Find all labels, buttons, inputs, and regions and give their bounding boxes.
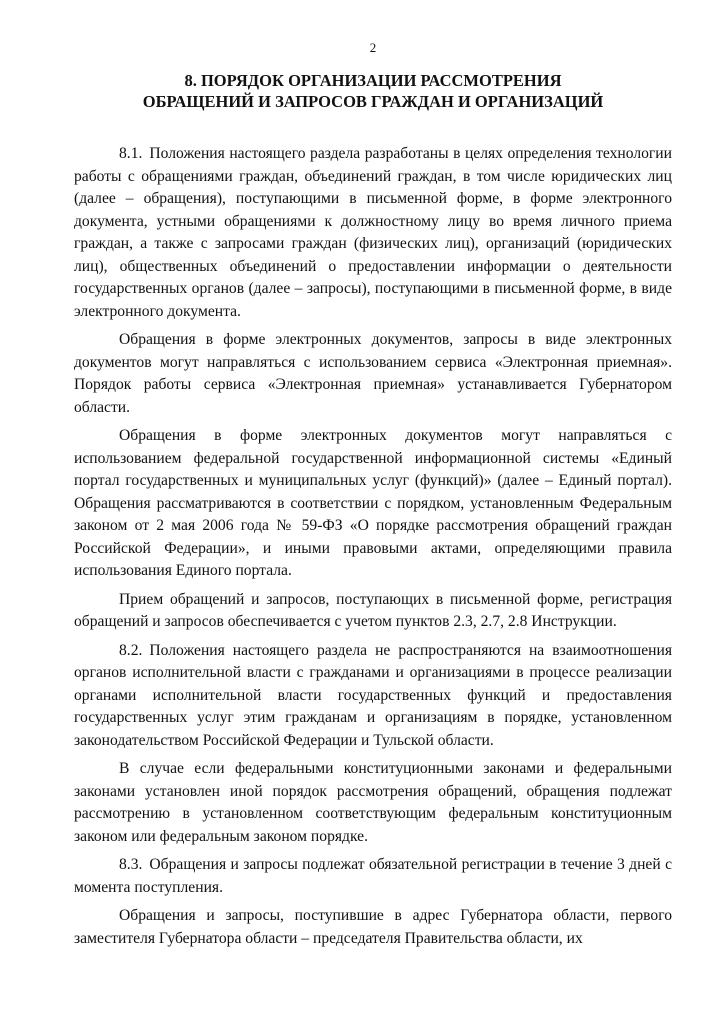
section-heading <box>74 70 672 112</box>
paragraph-text: Обращения и запросы, поступившие в адрес Губернатора области, первого заместителя Губернатора области – председателя Правительства области, их <box>74 907 672 947</box>
page-number: 2 <box>369 40 377 55</box>
paragraph-8-3 <box>74 854 672 899</box>
section-heading-line-2: ОБРАЩЕНИЙ И ЗАПРОСОВ ГРАЖДАН И ОРГАНИЗАЦИЙ <box>142 92 604 111</box>
paragraph-federal-laws <box>74 758 672 848</box>
paragraph-text: В случае если федеральными конституционными законами и федеральными законами установлен иной порядок рассмотрения обращений, обращения подлежат рассмотрению в установленном соответствующим федеральным конституционным законом или федеральным законом порядке. <box>74 760 672 845</box>
paragraph-8-1 <box>74 143 672 323</box>
paragraph-text: Прием обращений и запросов, поступающих в письменной форме, регистрация обращений и запросов обеспечивается с учетом пунктов 2.3, 2.7, 2.8 Инструкции. <box>74 590 672 630</box>
paragraph-text: Обращения в форме электронных документов, запросы в виде электронных документов могут направляться с использованием сервиса «Электронная приемная». Порядок работы сервиса «Электронная приемная» устанавливается Губернатором области. <box>74 331 672 416</box>
paragraph-text: Положения настоящего раздела не распространяются на взаимоотношения органов исполнительной власти с гражданами и организациями в процессе реализации органами исполнительной власти государственных функций и предоставления государственных услуг этим гражданам и организациям в порядке, установленном законодательством Российской Федерации и Тульской области. <box>74 641 672 749</box>
section-heading-line-1: 8. ПОРЯДОК ОРГАНИЗАЦИИ РАССМОТРЕНИЯ <box>184 71 562 90</box>
paragraph-governor-address <box>74 905 672 950</box>
paragraph-electronic-reception <box>74 329 672 419</box>
clause-number-8-1: 8.1. <box>119 145 143 162</box>
document-page <box>74 40 672 956</box>
paragraph-text: Обращения в форме электронных документов могут направляться с использованием федеральной государственной информационной системы «Единый портал государственных и муниципальных услуг (функций)» (далее – Единый портал). Обращения рассматриваются в соответствии с порядком, установленным Федеральным законом от 2 мая 2006 года № 59-ФЗ «О порядке рассмотрения обращений граждан Российской Федерации», и иными правовыми актами, определяющими правила использования Единого портала. <box>74 427 672 579</box>
paragraph-text: Обращения и запросы подлежат обязательной регистрации в течение 3 дней с момента поступления. <box>74 856 672 896</box>
paragraph-text: Положения настоящего раздела разработаны в целях определения технологии работы с обращениями граждан, объединений граждан, в том числе юридических лиц (далее – обращения), поступающими в письменной форме, в форме электронного документа, устными обращениями к должностному лицу во время личного приема граждан, а также с запросами граждан (физических лиц), организаций (юридических лиц), общественных объединений о предоставлении информации о деятельности государственных органов (далее – запросы), поступающими в письменной форме, в виде электронного документа. <box>74 145 672 320</box>
clause-number-8-3: 8.3. <box>119 856 143 873</box>
paragraph-8-2 <box>74 640 672 753</box>
paragraph-unified-portal <box>74 425 672 583</box>
paragraph-written-reception <box>74 589 672 634</box>
clause-number-8-2: 8.2. <box>119 641 143 659</box>
